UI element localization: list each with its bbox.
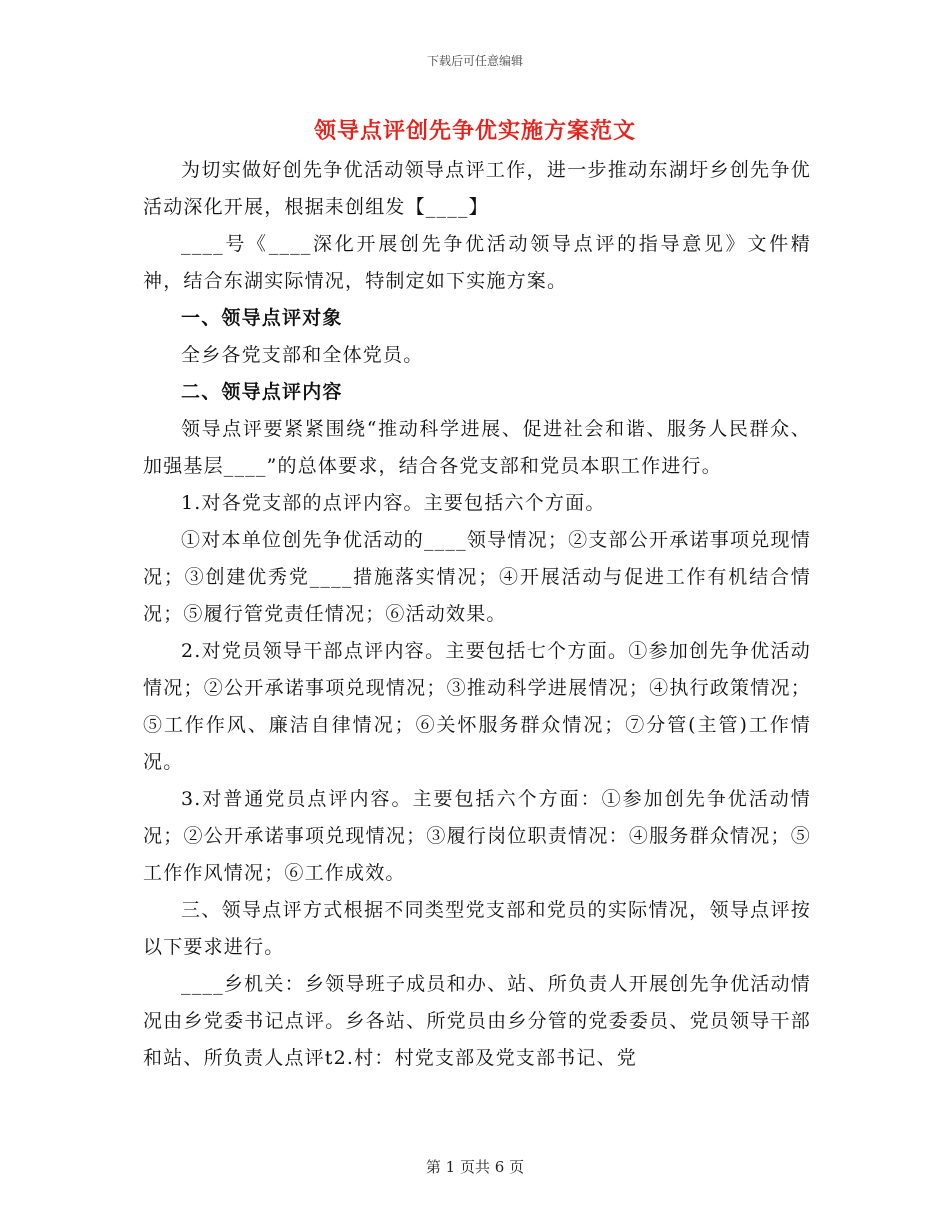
paragraph-item-1-detail: ①对本单位创先争优活动的____领导情况；②支部公开承诺事项兑现情况；③创建优秀党____措施落实情况；④开展活动与促进工作有机结合情况；⑤履行管党责任情况；⑥活动效果。: [143, 529, 811, 625]
page-footer: 第 1 页共 6 页: [425, 1158, 525, 1176]
paragraph-intro: 为切实做好创先争优活动领导点评工作，进一步推动东湖圩乡创先争优活动深化开展，根据耒创组发【____】: [143, 159, 811, 218]
document-title: 领导点评创先争优实施方案范文: [313, 118, 636, 144]
paragraph-item-3: 3.对普通党员点评内容。主要包括六个方面：①参加创先争优活动情况；②公开承诺事项兑现情况；③履行岗位职责情况：④服务群众情况；⑤工作作风情况；⑥工作成效。: [143, 788, 811, 884]
section-heading-1: 一、领导点评对象: [181, 307, 343, 329]
section-heading-2: 二、领导点评内容: [181, 381, 343, 403]
header-note: 下载后可任意编辑: [426, 54, 523, 68]
paragraph-item-1: 1.对各党支部的点评内容。主要包括六个方面。: [181, 492, 606, 514]
paragraph-section-1: 全乡各党支部和全体党员。: [181, 344, 424, 366]
paragraph-section-3-detail: ____乡机关：乡领导班子成员和办、站、所负责人开展创先争优活动情况由乡党委书记点评。乡各站、所党员由乡分管的党委委员、党员领导干部和站、所负责人点评t2.村：村党支部及党支部书记、党: [143, 973, 811, 1069]
paragraph-item-2: 2.对党员领导干部点评内容。主要包括七个方面。①参加创先争优活动情况；②公开承诺事项兑现情况；③推动科学进展情况；④执行政策情况；⑤工作作风、廉洁自律情况；⑥关怀服务群众情况；⑦分管(主管)工作情况。: [143, 640, 811, 773]
paragraph-section-2: 领导点评要紧紧围绕“推动科学进展、促进社会和谐、服务人民群众、加强基层____”的总体要求，结合各党支部和党员本职工作进行。: [143, 418, 811, 477]
paragraph-section-3: 三、领导点评方式根据不同类型党支部和党员的实际情况，领导点评按以下要求进行。: [143, 899, 811, 958]
paragraph-intro-continued: ____号《____深化开展创先争优活动领导点评的指导意见》文件精神，结合东湖实际情况，特制定如下实施方案。: [143, 233, 811, 292]
document-body: [143, 152, 811, 1077]
